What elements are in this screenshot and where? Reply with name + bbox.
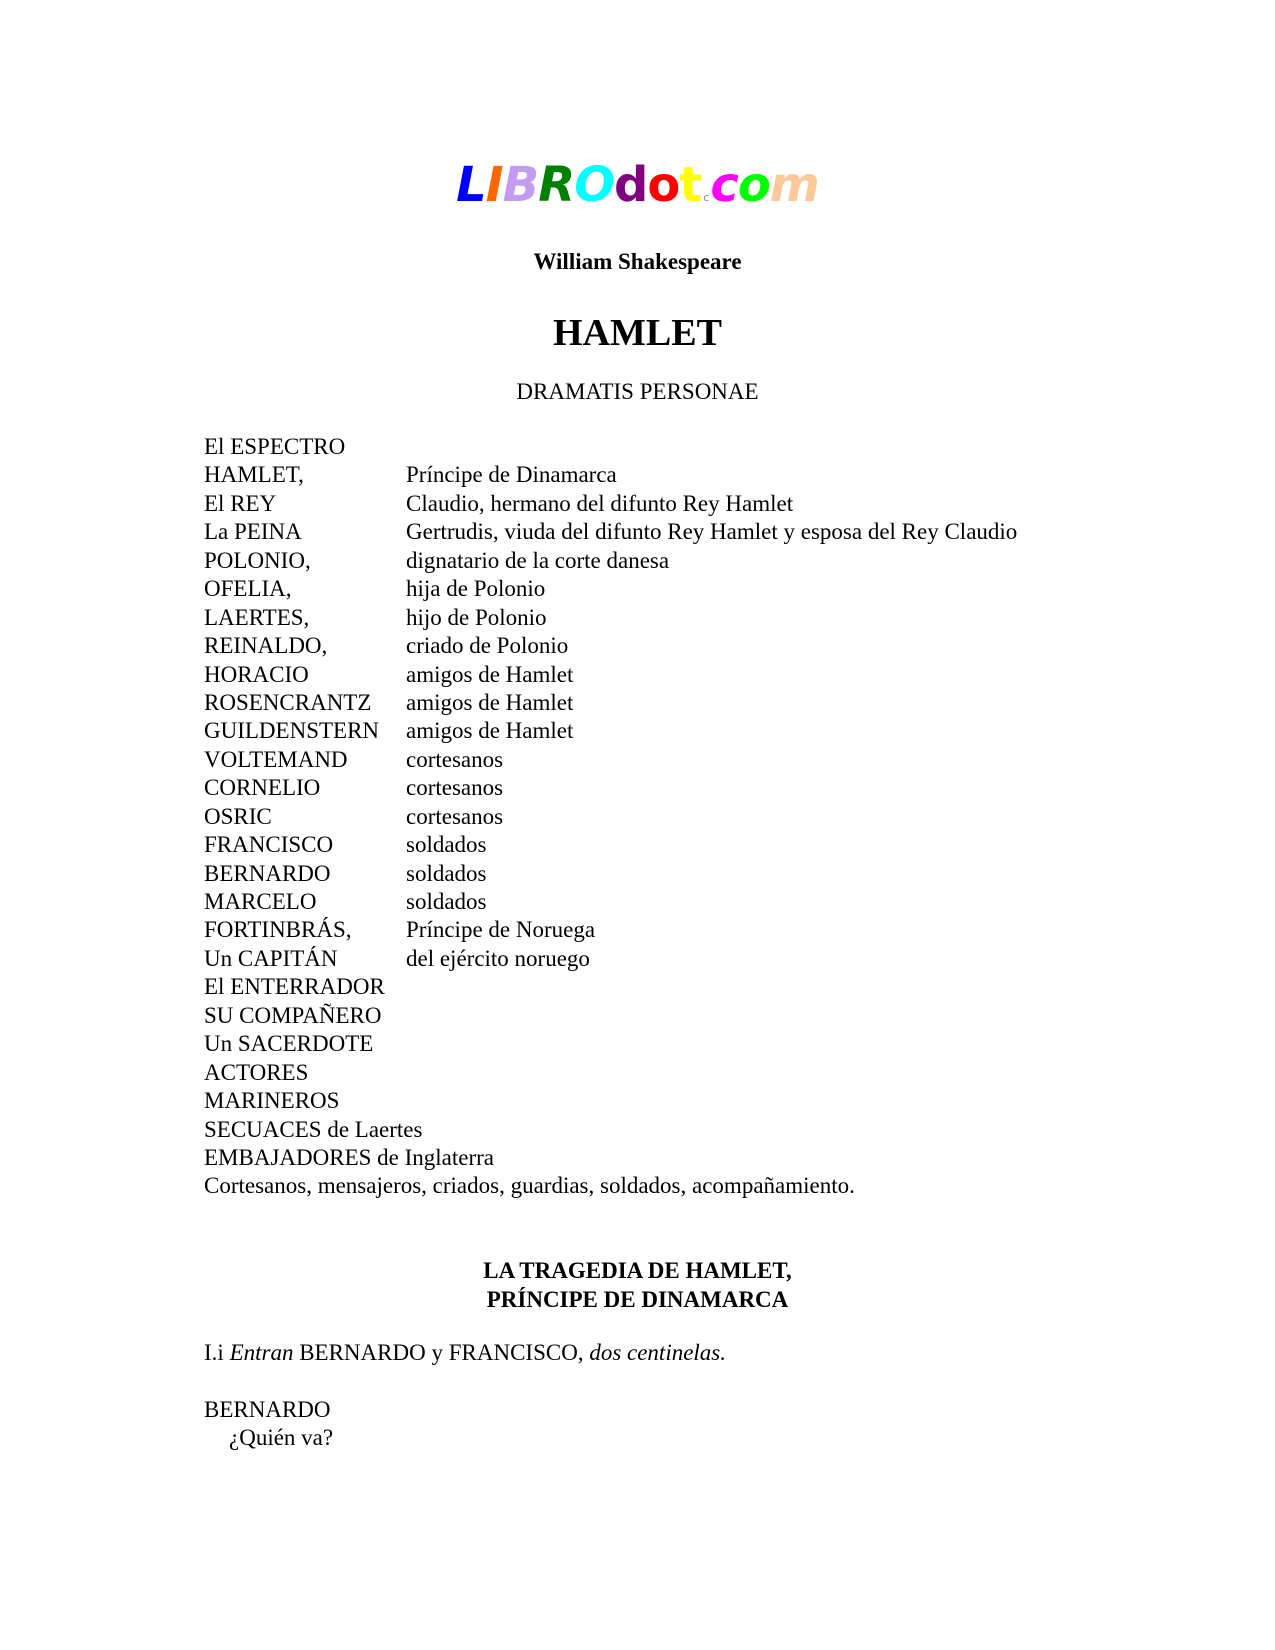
logo-letter: o [737, 157, 770, 213]
character-description: Príncipe de Noruega [406, 917, 596, 943]
character-name: EMBAJADORES de Inglaterra [204, 1144, 495, 1170]
dramatis-personae-heading: DRAMATIS PERSONAE [516, 379, 759, 404]
character-description: amigos de Hamlet [406, 718, 574, 744]
character-description: hijo de Polonio [406, 604, 547, 630]
character-name: POLONIO, [204, 547, 311, 573]
character-name: MARINEROS [204, 1088, 340, 1114]
logo-letter: c [703, 191, 709, 204]
author-name: William Shakespeare [533, 249, 742, 274]
character-description: amigos de Hamlet [406, 661, 574, 687]
character-name: Un CAPITÁN [204, 945, 338, 971]
speaker-name: BERNARDO [204, 1397, 331, 1422]
scene-direction [204, 1339, 726, 1367]
character-name: HAMLET, [204, 462, 304, 488]
character-name: SECUACES de Laertes [204, 1116, 423, 1142]
character-name: ACTORES [204, 1059, 309, 1085]
tragedy-heading-line2: PRÍNCIPE DE DINAMARCA [486, 1286, 789, 1312]
scene-number: I.i [204, 1340, 224, 1365]
librodot-logo [0, 150, 1275, 233]
character-description: criado de Polonio [406, 633, 569, 659]
logo-letter: m [769, 157, 819, 213]
character-name: SU COMPAÑERO [204, 1002, 382, 1028]
scene-description: dos centinelas. [589, 1340, 727, 1365]
character-name: MARCELO [204, 889, 317, 914]
character-name: GUILDENSTERN [204, 718, 380, 744]
character-name: La PEINA [204, 519, 302, 545]
character-name: Cortesanos, mensajeros, criados, guardias, soldados, acompañamiento. [204, 1173, 855, 1199]
character-description: soldados [406, 889, 487, 914]
character-name: VOLTEMAND [204, 746, 348, 772]
logo-letter: t [679, 157, 702, 213]
character-description: del ejército noruego [406, 945, 590, 971]
logo-letter: d [614, 157, 648, 213]
character-description: cortesanos [406, 775, 504, 801]
speech-line: ¿Quién va? [229, 1425, 334, 1450]
character-name: El ENTERRADOR [204, 974, 385, 1000]
character-name: OFELIA, [204, 576, 292, 602]
logo-letter: O [574, 157, 614, 213]
character-name: OSRIC [204, 803, 272, 829]
character-description: hija de Polonio [406, 576, 546, 602]
character-name: El REY [204, 490, 277, 516]
logo-letter: c [710, 157, 738, 213]
logo-letter: B [502, 157, 539, 213]
tragedy-heading-line1: LA TRAGEDIA DE HAMLET, [483, 1258, 792, 1283]
scene-characters: BERNARDO y FRANCISCO, [299, 1340, 584, 1365]
character-name: LAERTES, [204, 604, 310, 630]
character-name: FORTINBRÁS, [204, 917, 352, 943]
logo-letter: I [485, 157, 503, 213]
character-name: CORNELIO [204, 775, 321, 801]
logo-letter: L [456, 157, 486, 213]
play-title: HAMLET [553, 312, 722, 354]
character-description: cortesanos [406, 803, 504, 829]
character-description: soldados [406, 860, 487, 886]
character-description: dignatario de la corte danesa [406, 547, 670, 573]
logo-letter: R [538, 157, 575, 213]
character-name: BERNARDO [204, 860, 331, 886]
character-name: ROSENCRANTZ [204, 689, 372, 715]
character-name: El ESPECTRO [204, 434, 346, 459]
character-name: FRANCISCO [204, 832, 334, 858]
character-name: HORACIO [204, 661, 309, 687]
character-description: Claudio, hermano del difunto Rey Hamlet [406, 490, 794, 516]
logo-letter: o [647, 157, 680, 213]
scene-verb: Entran [229, 1340, 294, 1365]
character-description: cortesanos [406, 746, 504, 772]
character-name: REINALDO, [204, 633, 328, 659]
character-description: amigos de Hamlet [406, 689, 574, 715]
character-description: Gertrudis, viuda del difunto Rey Hamlet y esposa del Rey Claudio [406, 519, 1018, 545]
character-description: Príncipe de Dinamarca [406, 462, 617, 488]
character-description: soldados [406, 832, 487, 858]
tragedy-heading [0, 1257, 1275, 1314]
character-name: Un SACERDOTE [204, 1031, 374, 1057]
